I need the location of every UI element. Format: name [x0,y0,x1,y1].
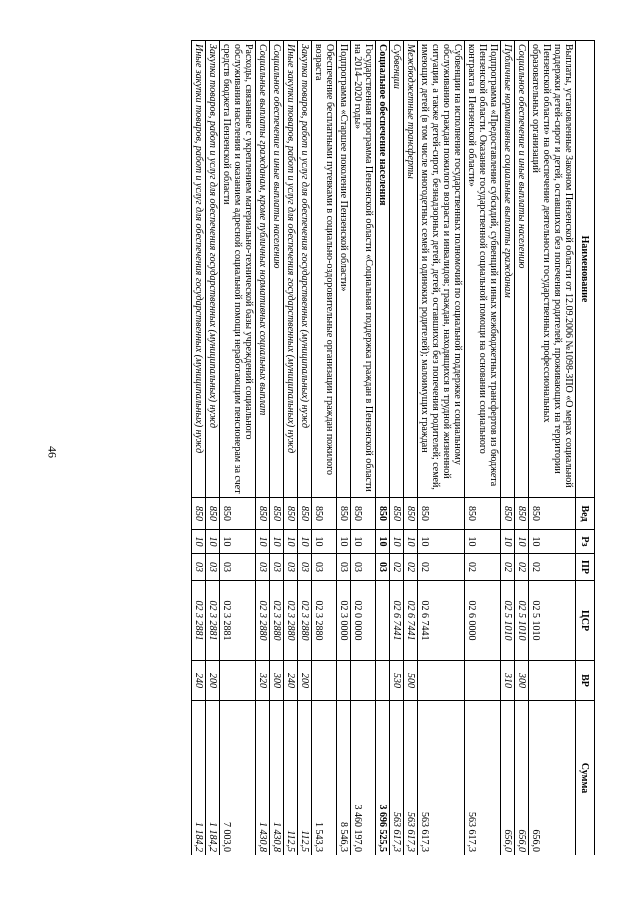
page-number: 46 [45,446,60,458]
cell-name: Социальное обеспечение населения [376,41,390,498]
cell-name: Государственная программа Пензенской области «Социальная поддержка граждан в Пензенской области на 2014–2020 годы» [351,41,376,498]
cell-name: Закупка товаров, работ и услуг для обеспечения государственных (муниципальных) нужд [298,41,312,498]
cell-pr: 03 [206,554,220,581]
header-csr: ЦСР [576,581,595,661]
cell-name: Расходы, связанные с укреплением материально-технической базы учреждений социального обслуживания населения и оказанием адресной социальной помощи неработающим пенсионерам за счет средств бюджета Пензенской области [220,41,256,498]
cell-rz: 10 [351,530,376,554]
cell-vr [465,661,501,701]
cell-vr: 240 [192,661,206,701]
table-row [515,41,529,856]
header-sum: Сумма [576,701,595,856]
cell-ved: 850 [465,498,501,530]
cell-pr: 03 [298,554,312,581]
cell-rz: 10 [337,530,351,554]
cell-sum: 563 617,3 [418,701,465,856]
cell-pr: 02 [390,554,404,581]
cell-sum: 656,0 [529,701,576,856]
cell-csr: 02 3 2881 [192,581,206,661]
cell-pr: 03 [220,554,256,581]
cell-ved: 850 [192,498,206,530]
cell-rz: 10 [284,530,298,554]
cell-name: Закупка товаров, работ и услуг для обеспечения государственных (муниципальных) нужд [206,41,220,498]
cell-ved: 850 [312,498,337,530]
cell-csr: 02 6 7441 [390,581,404,661]
cell-csr: 02 6 7441 [404,581,418,661]
cell-vr [376,661,390,701]
table-row [390,41,404,856]
cell-ved: 850 [404,498,418,530]
table-row [337,41,351,856]
cell-rz: 10 [376,530,390,554]
table-row [501,41,515,856]
cell-name: Социальное обеспечение и иные выплаты населению [515,41,529,498]
cell-name: Межбюджетные трансферты [404,41,418,498]
cell-csr: 02 0 0000 [351,581,376,661]
cell-sum: 1 184,2 [206,701,220,856]
cell-rz: 10 [501,530,515,554]
cell-vr: 200 [206,661,220,701]
cell-name: Субвенции на исполнение государственных полномочий по социальной поддержке и социальному обслуживанию граждан пожилого возраста и инвалидов; граждан, находящихся в трудной жизненной ситуации, а также детей-сирот, безнадзорных детей, детей, оставшихся без попечения родителей; семей, имеющих детей (в том числе многодетных семей и одиноких родителей); малоимущих граждан [418,41,465,498]
cell-pr: 02 [465,554,501,581]
cell-name: Иные закупки товаров, работ и услуг для обеспечения государственных (муниципальных) нужд [284,41,298,498]
cell-ved: 850 [390,498,404,530]
header-vr: ВР [576,661,595,701]
header-name: Наименование [576,41,595,498]
cell-vr: 320 [256,661,270,701]
table-row [351,41,376,856]
cell-rz: 10 [390,530,404,554]
cell-csr [376,581,390,661]
cell-ved: 850 [529,498,576,530]
cell-csr: 02 5 1010 [529,581,576,661]
cell-pr: 03 [337,554,351,581]
cell-sum: 656,0 [501,701,515,856]
cell-ved: 850 [418,498,465,530]
cell-pr: 03 [192,554,206,581]
cell-vr [418,661,465,701]
cell-csr: 02 3 2880 [256,581,270,661]
cell-rz: 10 [220,530,256,554]
cell-sum: 1 430,8 [256,701,270,856]
cell-ved: 850 [298,498,312,530]
cell-ved: 850 [270,498,284,530]
cell-csr: 02 6 0000 [465,581,501,661]
cell-vr [312,661,337,701]
cell-pr: 02 [501,554,515,581]
cell-rz: 10 [270,530,284,554]
cell-name: Подпрограмма «Предоставление субсидий, субвенций и иных межбюджетных трансфертов из бюджета Пензенской области. Оказание государственной социальной помощи на основании социального контракта в Пензенской области» [465,41,501,498]
cell-rz: 10 [192,530,206,554]
cell-csr: 02 3 2881 [206,581,220,661]
table-row [284,41,298,856]
cell-ved: 850 [220,498,256,530]
table-row [192,41,206,856]
cell-vr: 500 [404,661,418,701]
cell-pr: 03 [284,554,298,581]
cell-vr [337,661,351,701]
cell-name: Социальное обеспечение и иные выплаты населению [270,41,284,498]
cell-pr: 02 [418,554,465,581]
cell-ved: 850 [337,498,351,530]
cell-rz: 10 [206,530,220,554]
cell-rz: 10 [404,530,418,554]
cell-csr: 02 3 2880 [312,581,337,661]
cell-csr: 02 3 2880 [270,581,284,661]
cell-name: Иные закупки товаров, работ и услуг для обеспечения государственных (муниципальных) нужд [192,41,206,498]
cell-pr: 02 [529,554,576,581]
table-row [206,41,220,856]
table-row [312,41,337,856]
cell-sum: 112,5 [284,701,298,856]
cell-sum: 563 617,3 [404,701,418,856]
cell-name: Подпрограмма «Старшее поколение Пензенской области» [337,41,351,498]
table-row [418,41,465,856]
cell-pr: 03 [256,554,270,581]
cell-vr: 200 [298,661,312,701]
budget-table [191,40,595,855]
table-row [529,41,576,856]
cell-rz: 10 [529,530,576,554]
table-row [220,41,256,856]
header-rz: Рз [576,530,595,554]
table-body [192,41,576,856]
cell-sum: 3 460 197,0 [351,701,376,856]
cell-vr: 300 [515,661,529,701]
table-row [298,41,312,856]
cell-name: Выплаты, установленные Законом Пензенской области от 12.09.2006 №1098-ЗПО «О мерах социальной поддержки детей-сирот и детей, оставшихся без попечения родителей, проживающих на территории Пензенской области» на обеспечение деятельности государственных профессиональных образовательных организаций [529,41,576,498]
cell-csr: 02 3 0000 [337,581,351,661]
cell-name: Социальные выплаты гражданам, кроме публичных нормативных социальных выплат [256,41,270,498]
table-row [404,41,418,856]
cell-sum: 3 696 525,5 [376,701,390,856]
cell-pr: 02 [515,554,529,581]
cell-vr: 240 [284,661,298,701]
cell-rz: 10 [515,530,529,554]
cell-sum: 7 003,0 [220,701,256,856]
cell-name: Субвенции [390,41,404,498]
cell-pr: 03 [376,554,390,581]
cell-sum: 1 543,3 [312,701,337,856]
cell-pr: 03 [270,554,284,581]
cell-sum: 8 546,3 [337,701,351,856]
cell-name: Публичные нормативные социальные выплаты гражданам [501,41,515,498]
cell-vr [351,661,376,701]
cell-csr: 02 5 1010 [515,581,529,661]
table-row [465,41,501,856]
cell-ved: 850 [284,498,298,530]
cell-ved: 850 [206,498,220,530]
cell-ved: 850 [501,498,515,530]
cell-pr: 03 [312,554,337,581]
rotated-page [80,40,595,855]
header-pr: ПР [576,554,595,581]
cell-sum: 656,0 [515,701,529,856]
table-row [376,41,390,856]
cell-name: Обеспечение бесплатными путевками в социально-оздоровительные организации граждан пожилого возраста [312,41,337,498]
table-row [256,41,270,856]
cell-rz: 10 [256,530,270,554]
cell-csr: 02 3 2880 [298,581,312,661]
cell-csr: 02 6 7441 [418,581,465,661]
cell-sum: 112,5 [298,701,312,856]
cell-ved: 850 [376,498,390,530]
cell-ved: 850 [256,498,270,530]
table-header-row [576,41,595,856]
cell-sum: 1 430,8 [270,701,284,856]
cell-rz: 10 [465,530,501,554]
cell-vr: 530 [390,661,404,701]
cell-rz: 10 [312,530,337,554]
cell-vr: 300 [270,661,284,701]
cell-sum: 563 617,3 [390,701,404,856]
cell-ved: 850 [515,498,529,530]
cell-csr: 02 3 2881 [220,581,256,661]
cell-vr: 310 [501,661,515,701]
cell-csr: 02 3 2880 [284,581,298,661]
cell-pr: 02 [404,554,418,581]
cell-sum: 563 617,3 [465,701,501,856]
cell-csr: 02 5 1010 [501,581,515,661]
cell-vr [529,661,576,701]
cell-rz: 10 [418,530,465,554]
header-ved: Вед [576,498,595,530]
table-row [270,41,284,856]
cell-rz: 10 [298,530,312,554]
cell-sum: 1 184,2 [192,701,206,856]
rotated-content [80,40,595,855]
cell-pr: 03 [351,554,376,581]
cell-ved: 850 [351,498,376,530]
cell-vr [220,661,256,701]
